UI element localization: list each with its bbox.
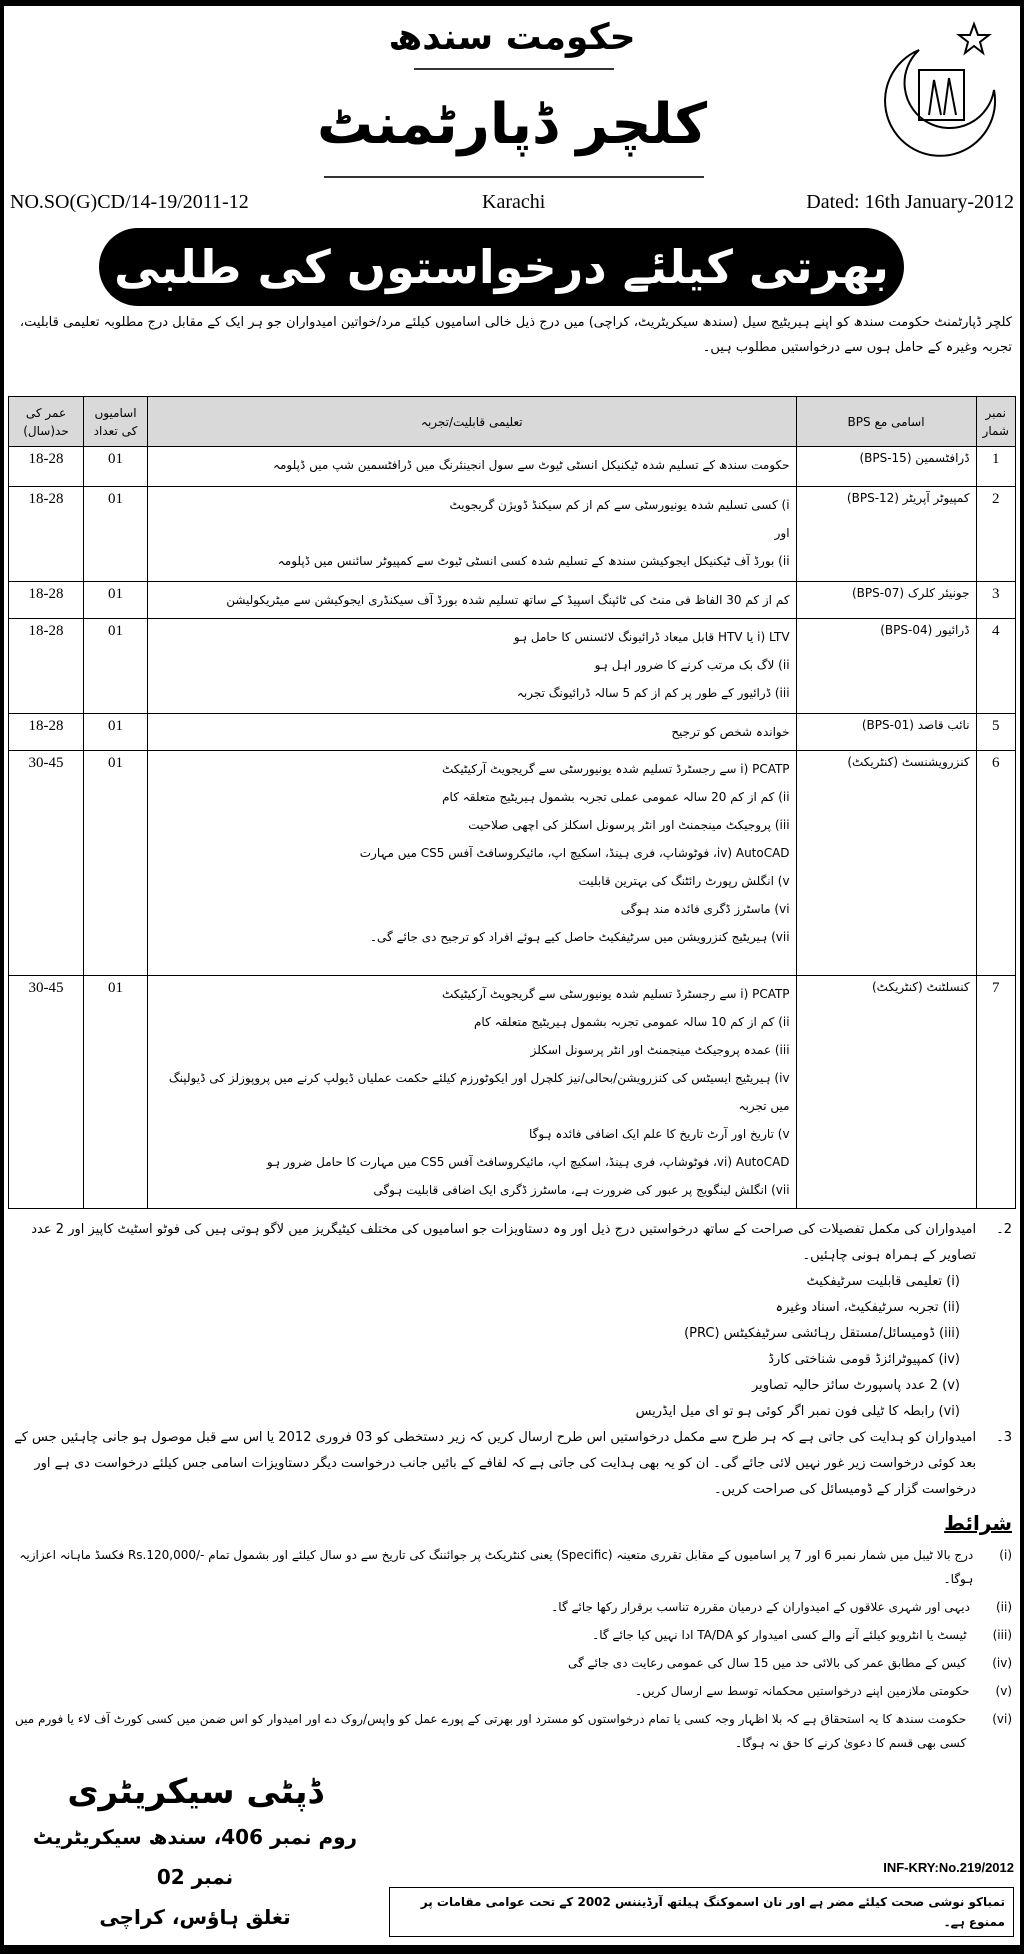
col-header-count: اسامیوں کی تعداد (84, 397, 148, 447)
paragraph-2 (4, 1217, 1020, 1269)
qualification-line: iii) ڈرائیور کے طور پر کم از کم 5 سالہ ڈرائیونگ تجربہ (516, 686, 790, 700)
post-count: 01 (84, 582, 148, 619)
address-line-2: تغلق ہاؤس، کراچی (99, 1905, 291, 1929)
condition-item (4, 1595, 1020, 1619)
post-name: کنسلٹنٹ (کنٹریکٹ) (796, 976, 976, 1209)
age-limit: 18-28 (9, 714, 84, 751)
signatory-title: ڈپٹی سیکریٹری (67, 1772, 323, 1812)
document-list-item: (ii) تجربہ سرٹیفکیٹ، اسناد وغیرہ (775, 1300, 960, 1315)
advertisement-page (4, 6, 1020, 1945)
age-limit: 18-28 (9, 582, 84, 619)
paragraph-text: امیدواران کو ہدایت کی جاتی ہے کہ ہر طرح سے مکمل درخواستیں اس طرح ارسال کریں کہ زیر دستخطی کو 03 فروری 2012 یا اس سے قبل موصول ہو جانی چاہئیں جس کے بعد کوئی درخواست زیر غور نہیں لائی جائے گی۔ ان کو یہ بھی ہدایت کی جاتی ہے کہ لفافے کے بائیں جانب درخواست دیگر دستاویزات اسامی جس کیلئے درخواست دی ہے اور درخواست گزار کے ڈومیسائل کی صراحت کریں۔ (14, 1430, 977, 1497)
qualification-line: ii) بورڈ آف ٹیکنیکل ایجوکیشن سندھ کے تسلیم شدہ کسی انسٹی ٹیوٹ سے کمپیوٹر سائنس میں ڈپلومہ (277, 554, 790, 568)
qualification-cell (148, 751, 797, 976)
post-name: کمپیوٹر آپریٹر (BPS-12) (796, 487, 976, 582)
post-count: 01 (84, 619, 148, 714)
qualification-line: v) انگلش رپورٹ رائٹنگ کی بہترین قابلیت (578, 874, 790, 888)
city: Karachi (482, 191, 546, 213)
qualification-cell (148, 714, 797, 751)
condition-text: درج بالا ٹیبل میں شمار نمبر 6 اور 7 پر اسامیوں کے مقابل تقرری متعینہ (Specific) یعنی کنٹریکٹ پر جوائننگ کی تاریخ سے دو سال کیلئے اور بشمول تمام -/Rs.120,000 فکسڈ ماہانہ اعزازیہ ہوگا۔ (19, 1548, 974, 1586)
col-header-age: عمر کی حد(سال) (9, 397, 84, 447)
document-list-item: (i) تعلیمی قابلیت سرٹیفکیٹ (806, 1274, 960, 1289)
condition-number: (iv) (992, 1656, 1012, 1670)
department-title: کلچر ڈپارٹمنٹ (316, 92, 708, 157)
document-list-item: (iii) ڈومیسائل/مستقل رہائشی سرٹیفکیٹس (PRC) (684, 1326, 960, 1341)
qualification-line: vi) ماسٹرز ڈگری فائدہ مند ہوگی (620, 902, 790, 916)
condition-item (4, 1543, 1020, 1591)
post-count: 01 (84, 487, 148, 582)
post-name: جونیئر کلرک (BPS-07) (796, 582, 976, 619)
post-name: نائب قاصد (BPS-01) (796, 714, 976, 751)
condition-number: (v) (995, 1684, 1012, 1698)
vacancy-table (8, 396, 1016, 1209)
condition-text: ٹیسٹ یا انٹرویو کیلئے آنے والے کسی امیدوار کو TA/DA ادا نہیں کیا جائے گا۔ (592, 1628, 967, 1642)
age-limit: 30-45 (9, 751, 84, 976)
paragraph-number: 2۔ (996, 1222, 1012, 1237)
age-limit: 18-28 (9, 487, 84, 582)
post-name: کنزرویشنسٹ (کنٹریکٹ) (796, 751, 976, 976)
condition-number: (i) (999, 1548, 1012, 1562)
condition-number: (ii) (995, 1600, 1012, 1614)
qualification-line: vii) ہیریٹیج کنزرویشن میں سرٹیفکیٹ حاصل کیے ہوئے افراد کو ترجیح دی جائے گی۔ (369, 930, 790, 944)
row-number: 5 (976, 714, 1015, 751)
table-row (9, 751, 1016, 976)
qualification-line: حکومت سندھ کے تسلیم شدہ ٹیکنیکل انسٹی ٹیوٹ سے سول انجینئرنگ میں ڈرافٹسمین شپ میں ڈپلومہ (272, 458, 790, 472)
condition-item (4, 1623, 1020, 1647)
conditions-title: شرائط (944, 1511, 1012, 1535)
table-row (9, 447, 1016, 487)
paragraph-3 (4, 1425, 1020, 1503)
inf-number: INF-KRY:No.219/2012 (883, 1860, 1014, 1875)
paragraph-text: امیدواران کی مکمل تفصیلات کی صراحت کے ساتھ درخواستیں درج ذیل اور وہ دستاویزات جو اسامیوں کی مختلف کیٹیگریز میں لاگو ہوتی ہیں کی فوٹو اسٹیٹ کاپیز اور 2 عدد تصاویر کے ہمراہ ہونی چاہئیں۔ (31, 1222, 977, 1263)
qualification-line: i) LTV یا HTV قابل میعاد ڈرائیونگ لائسنس کا حامل ہو (513, 630, 790, 644)
qualification-cell (148, 447, 797, 487)
qualification-line: vi) AutoCAD، فوٹوشاپ، فری ہینڈ، اسکیچ اپ، مائیکروسافٹ آفس CS5 میں مہارت کا حامل ضرور ہو (266, 1155, 790, 1169)
post-name: ڈرائیور (BPS-04) (796, 619, 976, 714)
age-limit: 18-28 (9, 447, 84, 487)
col-header-qualification: تعلیمی قابلیت/تجربہ (148, 397, 797, 447)
table-row (9, 976, 1016, 1209)
row-number: 2 (976, 487, 1015, 582)
qualification-line: کم از کم 30 الفاظ فی منٹ کی ٹائپنگ اسپیڈ کے ساتھ تسلیم شدہ بورڈ آف سیکنڈری ایجوکیشن سے میٹریکولیشن (226, 593, 790, 607)
document-list-item: (v) 2 عدد پاسپورٹ سائز حالیہ تصاویر (751, 1378, 960, 1393)
condition-number: (vi) (992, 1712, 1012, 1726)
qualification-line: ii) کم از کم 10 سالہ عمومی تجربہ بشمول ہیریٹیج متعلقہ کام (474, 1015, 790, 1029)
reference-number: NO.SO(G)CD/14-19/2011-12 (10, 191, 249, 213)
age-limit: 30-45 (9, 976, 84, 1209)
qualification-line: v) تاریخ اور آرٹ تاریخ کا علم ایک اضافی فائدہ ہوگا (529, 1127, 790, 1141)
age-limit: 18-28 (9, 619, 84, 714)
post-count: 01 (84, 447, 148, 487)
divider (414, 68, 614, 70)
sindh-government-logo-icon (879, 20, 1004, 170)
document-list-item: (vi) رابطہ کا ٹیلی فون نمبر اگر کوئی ہو تو ای میل ایڈریس (635, 1404, 960, 1419)
condition-text: کیس کے مطابق عمر کی بالائی حد میں 15 سال کی عمومی رعایت دی جائے گی (568, 1656, 967, 1670)
qualification-cell (148, 976, 797, 1209)
qualification-line: iii) پروجیکٹ مینجمنٹ اور انٹر پرسونل اسکلز کی اچھی صلاحیت (468, 818, 790, 832)
paragraph-number: 3۔ (996, 1430, 1012, 1445)
signature-block (10, 1767, 380, 1937)
table-row (9, 714, 1016, 751)
condition-item (4, 1651, 1020, 1675)
qualification-line: iii) عمدہ پروجیکٹ مینجمنٹ اور انٹر پرسونل اسکلز (530, 1043, 790, 1057)
qualification-line: vii) انگلش لینگویج پر عبور کی ضرورت ہے، ماسٹرز ڈگری ایک اضافی قابلیت ہوگی (373, 1183, 790, 1197)
row-number: 4 (976, 619, 1015, 714)
qualification-line: iv) ہیریٹیج ایسیٹس کی کنزرویشن/بحالی/نیز کلچرل اور ایکوٹورزم کیلئے حکمت عملیاں ڈیولپ کرنے میں پروپوزلز کی ڈیولپنگ میں تجربہ (168, 1071, 790, 1113)
qualification-line: اور (774, 526, 790, 540)
table-row (9, 619, 1016, 714)
address-line-1: روم نمبر 406، سندھ سیکریٹریٹ نمبر 02 (32, 1825, 358, 1889)
condition-text: حکومت سندھ کا یہ استحقاق ہے کہ بلا اظہار وجہ کسی یا تمام درخواستوں کو مسترد اور بھرتی کے پورے عمل کو واپس/روک دے اور امیدوار کو اس ضمن میں کسی کورٹ آف لاء یا فورم میں کسی بھی قسم کا دعویٰ کرنے کا حق نہ ہوگا۔ (15, 1712, 967, 1750)
qualification-line: ii) کم از کم 20 سالہ عمومی عملی تجربہ بشمول ہیریٹیج متعلقہ کام (442, 790, 790, 804)
condition-number: (iii) (992, 1628, 1012, 1642)
footer (4, 1759, 1020, 1937)
qualification-line: ii) لاگ بک مرتب کرنے کا ضرور اہل ہو (594, 658, 790, 672)
post-name: ڈرافٹسمین (BPS-15) (796, 447, 976, 487)
row-number: 7 (976, 976, 1015, 1209)
qualification-line: i) PCATP سے رجسٹرڈ تسلیم شدہ یونیورسٹی سے گریجویٹ آرکیٹیکٹ (442, 987, 790, 1001)
qualification-line: i) PCATP سے رجسٹرڈ تسلیم شدہ یونیورسٹی سے گریجویٹ آرکیٹیکٹ (442, 762, 790, 776)
post-count: 01 (84, 976, 148, 1209)
post-count: 01 (84, 714, 148, 751)
qualification-line: i) کسی تسلیم شدہ یونیورسٹی سے کم از کم سیکنڈ ڈویژن گریجویٹ (449, 498, 790, 512)
condition-item (4, 1707, 1020, 1755)
condition-text: دیہی اور شہری علاقوں کے امیدواران کے درمیان مقررہ تناسب برقرار رکھا جائے گا۔ (551, 1600, 970, 1614)
intro-paragraph: کلچر ڈپارٹمنٹ حکومت سندھ کو اپنے ہیریٹیج سیل (سندھ سیکریٹریٹ، کراچی) میں درج ذیل خالی اسامیوں کیلئے مرد/خواتین امیدواران جو ہر ایک کے مقابل درج مطلوبہ تعلیمی قابلیت، تجربہ وغیرہ کے حامل ہوں سے درخواستیں مطلوب ہیں۔ (19, 315, 1012, 355)
condition-text: حکومتی ملازمین اپنے درخواستیں محکمانہ توسط سے ارسال کریں۔ (635, 1684, 970, 1698)
qualification-line: خواندہ شخص کو ترجیح (671, 725, 790, 739)
date: Dated: 16th January-2012 (806, 191, 1014, 213)
col-header-no: نمبر شمار (976, 397, 1015, 447)
row-number: 3 (976, 582, 1015, 619)
row-number: 6 (976, 751, 1015, 976)
table-row (9, 487, 1016, 582)
qualification-cell (148, 487, 797, 582)
government-title: حکومت سندھ (388, 17, 636, 58)
divider (324, 176, 704, 178)
row-number: 1 (976, 447, 1015, 487)
qualification-cell (148, 582, 797, 619)
col-header-post: اسامی مع BPS (796, 397, 976, 447)
table-row (9, 582, 1016, 619)
condition-item (4, 1679, 1020, 1703)
qualification-cell (148, 619, 797, 714)
smoking-notice: تمباکو نوشی صحت کیلئے مضر ہے اور نان اسموکنگ ہیلتھ آرڈیننس 2002 کے تحت عوامی مقامات پر ممنوع ہے۔ (389, 1887, 1014, 1937)
banner-heading: بھرتی کیلئے درخواستوں کی طلبی (99, 228, 904, 306)
qualification-line: iv) AutoCAD، فوٹوشاپ، فری ہینڈ، اسکیچ اپ، مائیکروسافٹ آفس CS5 میں مہارت (359, 846, 790, 860)
post-count: 01 (84, 751, 148, 976)
document-list-item: (iv) کمپیوٹرائزڈ قومی شناختی کارڈ (768, 1352, 960, 1367)
